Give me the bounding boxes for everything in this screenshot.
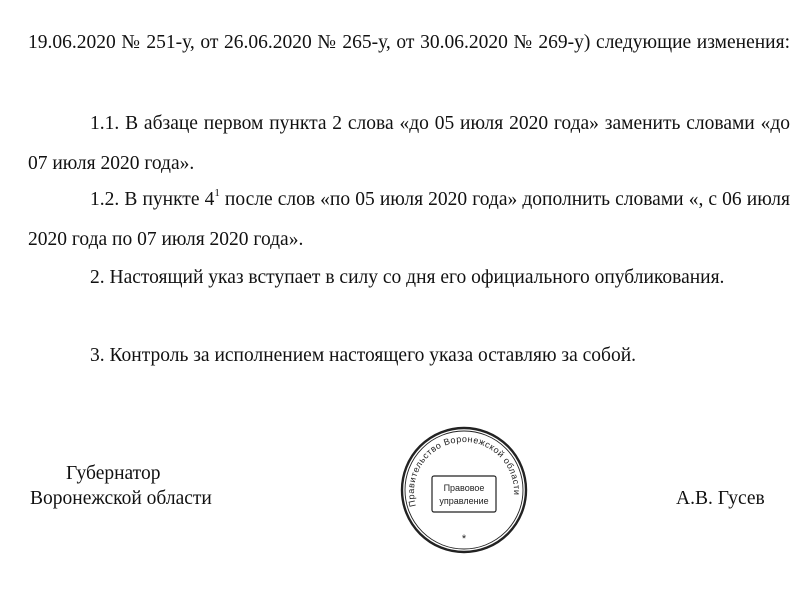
- signatory-title: Губернатор: [66, 463, 161, 484]
- stamp-inner-line-1: Правовое: [443, 483, 485, 493]
- item-1-1-paragraph: 1.1. В абзаце первом пункта 2 слова «до 05 июля 2020 года» заменить словами «до 07 июля 2020 года».: [28, 113, 790, 174]
- intro-paragraph: 19.06.2020 № 251-у, от 26.06.2020 № 265-у, от 30.06.2020 № 269-у) следующие изменения:: [28, 32, 790, 53]
- stamp-inner-box: [432, 476, 496, 512]
- item-1-2-text-start: 1.2. В пункте 4: [90, 189, 215, 210]
- item-3-paragraph: 3. Контроль за исполнением настоящего указа оставляю за собой.: [90, 345, 637, 366]
- signatory-region: Воронежской области: [30, 488, 212, 509]
- signatory-name: А.В. Гусев: [676, 488, 765, 509]
- stamp-outer-text: Правительство Воронежской области: [405, 433, 523, 508]
- item-2-paragraph: 2. Настоящий указ вступает в силу со дня его официального опубликования.: [90, 267, 725, 288]
- item-1-2-superscript: 1: [214, 187, 220, 199]
- stamp-inner-line-2: управление: [439, 496, 489, 506]
- official-stamp: [398, 424, 530, 556]
- stamp-star-mark: *: [461, 533, 467, 545]
- item-1-2-text-end: после слов «по 05 июля 2020 года» дополнить словами «, с 06 июля 2020 года по 07 июля 2020 года».: [28, 189, 790, 250]
- item-1-2-paragraph: [28, 180, 790, 260]
- stamp-seal: [398, 424, 530, 556]
